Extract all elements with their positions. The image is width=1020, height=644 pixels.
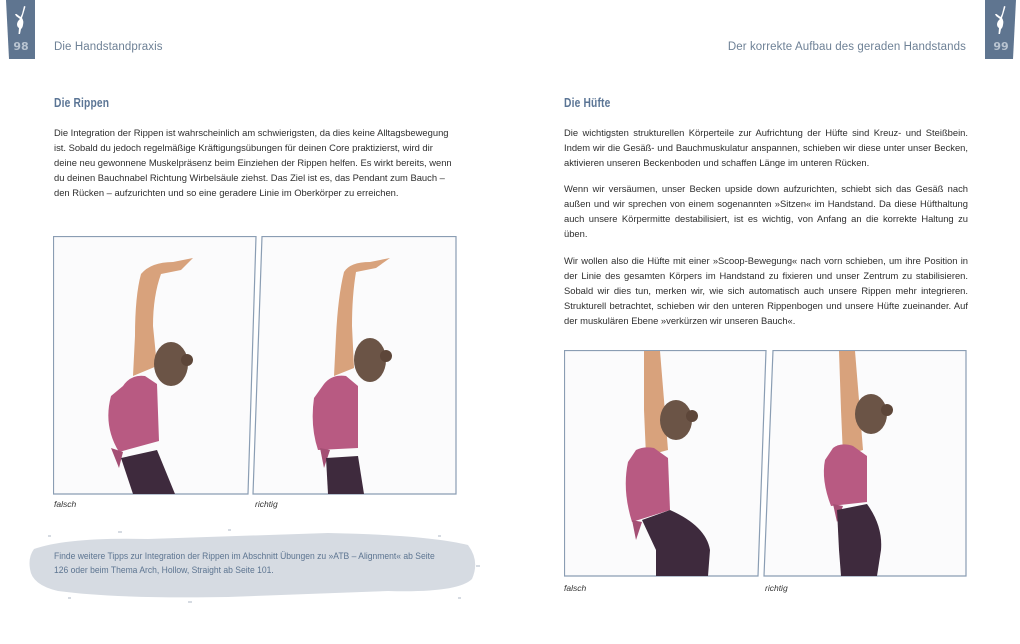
photo-ribs-richtig	[252, 236, 457, 495]
section-title: Die Hüfte	[564, 96, 611, 110]
handstand-figure-icon	[993, 5, 1009, 35]
photo-hip-falsch	[564, 350, 767, 577]
page-number: 99	[993, 40, 1009, 53]
handstand-figure-icon	[13, 5, 29, 35]
photo-ribs-falsch	[53, 236, 257, 495]
section-title: Die Rippen	[54, 96, 110, 110]
page-tab-right	[985, 0, 1017, 59]
running-head: Die Handstandpraxis	[54, 41, 163, 53]
page-number: 98	[13, 40, 29, 53]
running-head: Der korrekte Aufbau des geraden Handstands	[727, 41, 966, 53]
body-paragraph: Die wichtigsten strukturellen Körperteile zur Aufrichtung der Hüfte sind Kreuz- und Steißbein. Indem wir die Gesäß- und Bauchmuskulatur anspannen, schieben wir diese unter unser Becken, aktivieren unseren Beckenboden und schaffen Länge im unteren Rücken.	[564, 127, 968, 168]
photo-caption: richtig	[255, 499, 278, 509]
photo-caption: falsch	[564, 583, 587, 593]
tip-text: Finde weitere Tipps zur Integration der Rippen im Abschnitt Übungen zu »ATB – Alignment« ab Seite 126 oder beim Thema Arch, Hollow, Straight ab Seite 101.	[54, 551, 435, 575]
body-paragraph: Wir wollen also die Hüfte mit einer »Scoop-Bewegung« nach vorn schieben, um ihre Position in der Linie des gesamten Körpers im Handstand zu fixieren und unser Zentrum zu stabilisieren. Sobald wir dies tun, merken wir, wie sich automatisch auch unsere Rippen mehr integrieren. Strukturell betrachtet, schieben wir den unteren Rippenbogen und unsere Hüfte zueinander. Auf der muskulären Ebene »verkürzen wir unseren Bauch«.	[564, 255, 968, 326]
body-paragraph: Wenn wir versäumen, unser Becken upside down aufzurichten, schiebt sich das Gesäß nach außen und wir sprechen von einem sogenannten »Sitzen« im Handstand. Da diese Hüfthaltung auch unsere Körpermitte destabilisiert, ist es wichtig, von Anfang an die korrekte Haltung zu üben.	[564, 183, 968, 239]
right-page	[510, 0, 1020, 644]
body-paragraph: Die Integration der Rippen ist wahrscheinlich am schwierigsten, da dies keine Alltagsbewegung ist. Sobald du jedoch regelmäßige Kräftigungsübungen für deinen Core praktizierst, wird dir deine neu gewonnene Muskelpräsenz beim Einziehen der Rippen helfen. Es wirkt bereits, wenn du deinen Bauchnabel Richtung Wirbelsäule ziehst. Das Ziel ist es, das Pendant zum Bauch – den Rücken – aufzurichten und so eine geradere Linie im Oberkörper zu erreichen.	[54, 127, 452, 198]
page-tab-left	[5, 0, 37, 59]
photo-hip-richtig	[763, 350, 967, 577]
photo-caption: falsch	[54, 499, 77, 509]
tip-box	[28, 527, 483, 607]
photo-caption: richtig	[765, 583, 788, 593]
